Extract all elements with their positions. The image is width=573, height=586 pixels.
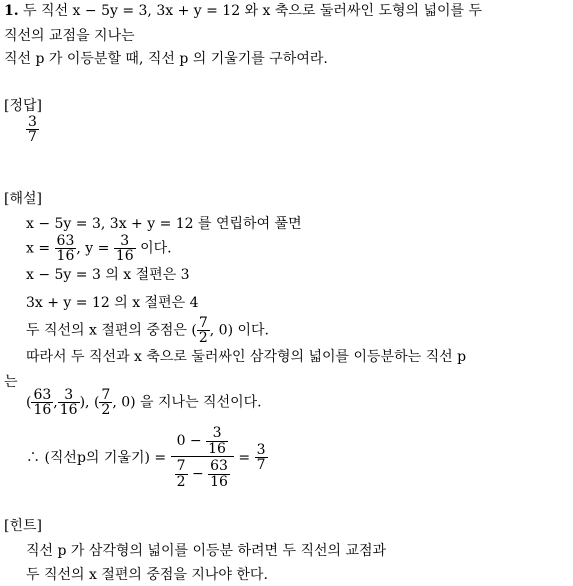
solution-step-4: 3x + y = 12 의 x 절편은 4: [26, 295, 199, 311]
solution-step-2: x = $\frac{63}{16}$ , y = $\frac{3}{16}$ 이다.: [26, 233, 172, 264]
problem-text-2: 직선의 교점을 지나는: [4, 28, 135, 44]
answer-num: 3: [28, 114, 37, 130]
solution-step-7: 는: [4, 374, 18, 390]
solution-step-1: x − 5y = 3, 3x + y = 12 를 연립하여 풀면: [26, 216, 302, 232]
hint-label: [힌트]: [4, 518, 42, 534]
solution-label: [해설]: [4, 191, 42, 207]
solution-step-3: x − 5y = 3 의 x 절편은 3: [26, 267, 190, 283]
answer-label: [정답]: [4, 98, 42, 114]
problem-text-3: 직선 p 가 이등분할 때, 직선 p 의 기울기를 구하여라.: [4, 51, 328, 67]
slope-fraction: 0 − $\frac{3}{16}$ $\frac{7}{2}$ − $\frac{63}{16}$: [171, 426, 234, 490]
solution-step-6: 따라서 두 직선과 x 축으로 둘러싸인 삼각형의 넓이를 이등분하는 직선 p: [26, 349, 467, 365]
answer-den: 7: [28, 129, 37, 145]
solution-step-8: ( $\frac{63}{16}$ , $\frac{3}{16}$ ), ( $\frac{7}{2}$ , 0) 을 지나는 직선이다.: [26, 387, 262, 418]
problem-number: 1.: [4, 3, 19, 19]
problem-line-1: [4, 4, 482, 18]
solution-step-5: 두 직선의 x 절편의 중점은 ( $\frac{7}{2}$ , 0) 이다.: [26, 315, 269, 346]
problem-text-1: 두 직선 x − 5y = 3, 3x + y = 12 와 x 축으로 둘러싸인 도형의 넓이를 두: [23, 3, 483, 19]
answer-fraction: [26, 115, 39, 144]
hint-line-1: 직선 p 가 삼각형의 넓이를 이등분 하려면 두 직선의 교점과: [26, 543, 387, 559]
hint-line-2: 두 직선의 x 절편의 중점을 지나야 한다.: [26, 567, 268, 583]
solution-step-9: ∴ (직선p의 기울기) = 0 − $\frac{3}{16}$ $\frac{7}{2}$ − $\frac{63}{16}$ = $\frac{3}{7}$: [26, 425, 266, 491]
